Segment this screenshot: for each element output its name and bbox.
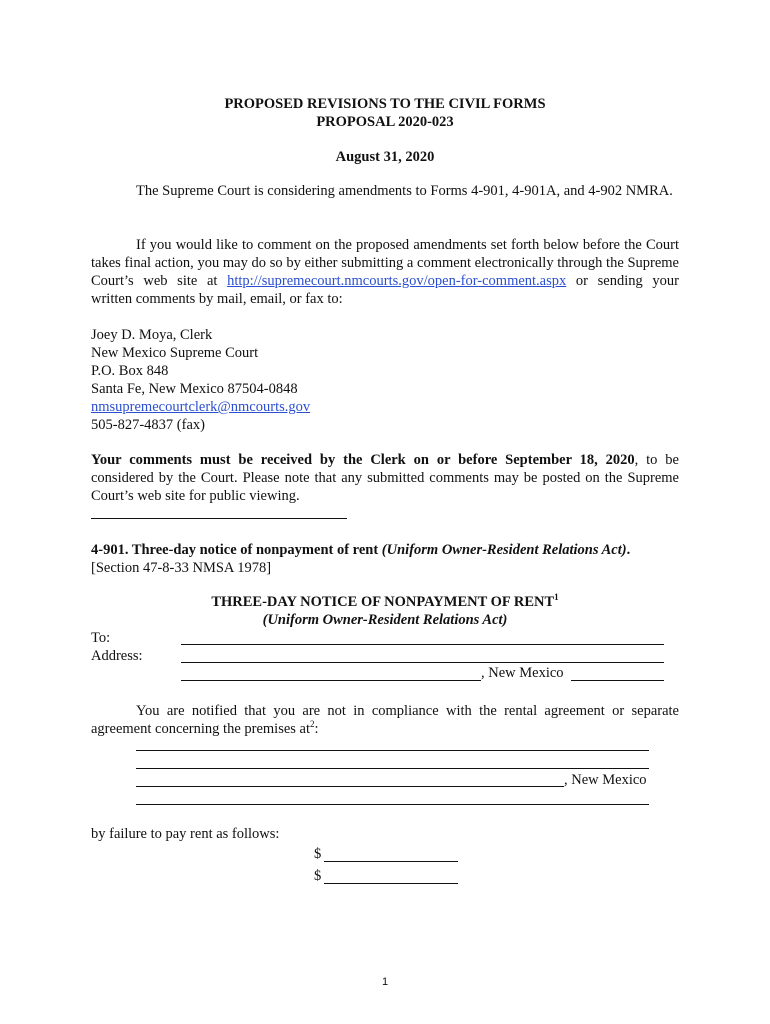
section-heading-end: . [626, 542, 631, 558]
notice-title: THREE-DAY NOTICE OF NONPAYMENT OF RENT [211, 594, 555, 610]
clerk-city: Santa Fe, New Mexico 87504-0848 [91, 381, 298, 397]
section-heading-italic: (Uniform Owner-Resident Relations Act) [381, 542, 627, 558]
section-citation: [Section 47-8-33 NMSA 1978] [91, 560, 272, 576]
section-heading-bold: 4-901. Three-day notice of nonpayment of rent [91, 542, 382, 558]
deadline-rest: , to be considered by the Court. Please note that any submitted comments may be posted on the Supreme Court’s web site for public viewing. [91, 452, 679, 504]
deadline-bold: Your comments must be received by the Clerk on or before September 18, 2020 [91, 452, 635, 468]
notice-title-block [0, 593, 770, 629]
new-mexico-label-1: , New Mexico [481, 665, 564, 681]
premises-field-line-2[interactable] [136, 768, 649, 769]
section-heading [91, 541, 630, 577]
document-title [0, 95, 770, 131]
intro-paragraph-1: The Supreme Court is considering amendments to Forms 4-901, 4-901A, and 4-902 NMRA. [136, 183, 673, 199]
premises-field-line-3[interactable] [136, 786, 564, 787]
footnote-2: 2 [310, 719, 315, 730]
dollar-sign-2: $ [314, 868, 322, 884]
comment-link[interactable]: http://supremecourt.nmcourts.gov/open-for-comment.aspx [227, 273, 567, 289]
failure-text: by failure to pay rent as follows: [91, 826, 280, 842]
address-label: Address: [91, 648, 143, 664]
clerk-address-block [91, 326, 310, 434]
page-number: 1 [381, 976, 389, 988]
section-divider [91, 518, 347, 519]
compliance-paragraph [91, 702, 679, 738]
notice-footnote-1: 1 [554, 592, 559, 603]
compliance-text: You are notified that you are not in compliance with the rental agreement or separate agreement concerning the premises at [91, 703, 679, 737]
clerk-email-link[interactable]: nmsupremecourtclerk@nmcourts.gov [91, 399, 311, 415]
title-line-2: PROPOSAL 2020-023 [316, 114, 454, 130]
clerk-fax: 505-827-4837 (fax) [91, 417, 205, 433]
intro-text-after: or sending your written comments by mail, email, or fax to: [91, 273, 679, 307]
intro-paragraph-2 [91, 236, 679, 308]
address-field-city[interactable] [181, 680, 481, 681]
document-date: August 31, 2020 [335, 149, 435, 165]
clerk-org: New Mexico Supreme Court [91, 345, 259, 361]
address-field-line-1[interactable] [181, 662, 664, 663]
compliance-colon: : [314, 721, 319, 737]
address-field-zip[interactable] [571, 680, 664, 681]
premises-field-line-1[interactable] [136, 750, 649, 751]
notice-subtitle: (Uniform Owner-Resident Relations Act) [262, 612, 508, 628]
dollar-sign-1: $ [314, 846, 322, 862]
to-label: To: [91, 630, 111, 646]
clerk-name: Joey D. Moya, Clerk [91, 327, 213, 343]
title-line-1: PROPOSED REVISIONS TO THE CIVIL FORMS [224, 96, 546, 112]
intro-text-before: If you would like to comment on the proposed amendments set forth below before the Court takes final action, you may do so by either submitting a comment electronically through the Supreme Court’s web site at [91, 237, 679, 289]
rent-amount-field-2[interactable] [324, 883, 458, 884]
new-mexico-label-2: , New Mexico [564, 772, 647, 788]
rent-amount-field-1[interactable] [324, 861, 458, 862]
deadline-paragraph [91, 451, 679, 505]
clerk-box: P.O. Box 848 [91, 363, 169, 379]
to-field[interactable] [181, 644, 664, 645]
premises-field-line-4[interactable] [136, 804, 649, 805]
